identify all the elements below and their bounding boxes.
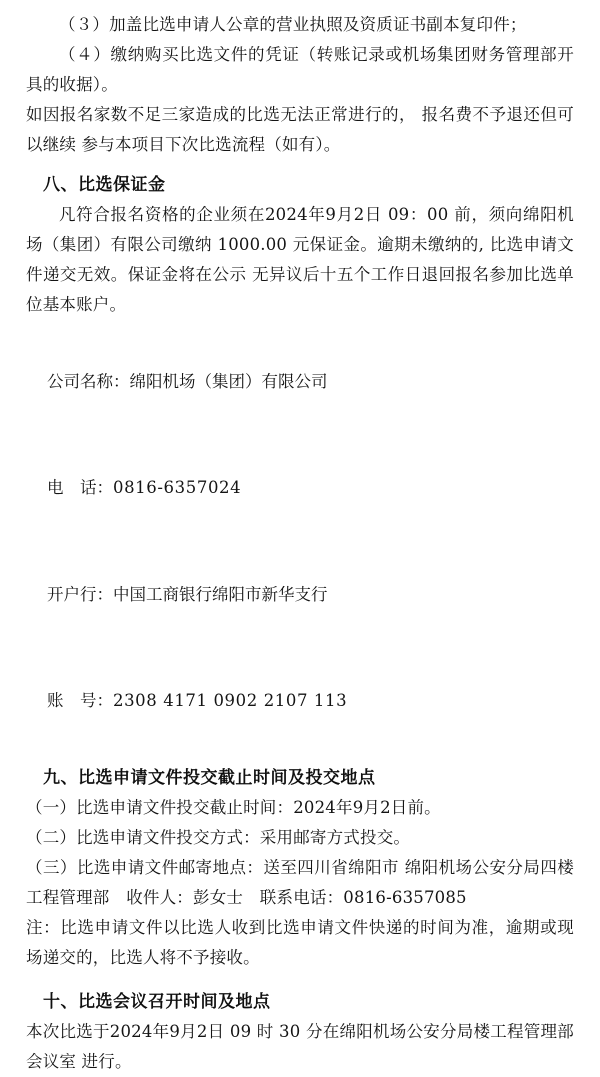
bank-branch-line: [26, 550, 574, 640]
bank-account-line: [26, 656, 574, 746]
bank-phone-value: 0816-6357024: [112, 478, 242, 497]
paragraph-item3: （３）加盖比选申请人公章的营业执照及资质证书副本复印件；: [59, 15, 527, 34]
paragraph-section-9-item2: （二）比选申请文件投交方式：采用邮寄方式投交。: [26, 827, 411, 847]
paragraph-section-9-item1: （一）比选申请文件投交截止时间：2024年9月2日前。: [26, 797, 441, 817]
bank-account-label: 账 号：: [46, 691, 113, 710]
bank-company-label: 公司名称：: [46, 371, 130, 391]
paragraph-refund-note: 如因报名家数不足三家造成的比选无法正常进行的， 报名费不予退还但可以继续 参与本项目下次比选流程（如有）。: [26, 105, 574, 154]
paragraph-section-8-body: 凡符合报名资格的企业须在2024年9月2日 09：00 前，须向绵阳机场（集团）有限公司缴纳 1000.00 元保证金。逾期未缴纳的, 比选申请文件递交无效。保证金将在公示 无异议后十五个工作日退回报名参加比选单位基本账户。: [26, 205, 574, 314]
paragraph-section-9-note: 注：比选申请文件以比选人收到比选申请文件快递的时间为准，逾期或现场递交的，比选人将不予接收。: [26, 917, 574, 967]
spacer: [26, 973, 574, 981]
bank-account-value: 2308 4171 0902 2107 113: [112, 691, 348, 710]
bank-branch-label: 开户行：: [46, 584, 113, 604]
heading-section-9: 九、比选申请文件投交截止时间及投交地点: [43, 767, 376, 788]
heading-section-8: 八、比选保证金: [43, 175, 166, 195]
bank-phone-label: 电 话：: [46, 478, 113, 497]
bank-phone-line: [26, 443, 574, 533]
bank-company-line: [26, 337, 574, 427]
paragraph-item4: （４）缴纳购买比选文件的凭证（转账记录或机场集团财务管理部开具的收据）。: [26, 45, 574, 94]
bank-company-value: 绵阳机场（集团）有限公司: [129, 371, 328, 391]
heading-section-10: 十、比选会议召开时间及地点: [43, 991, 271, 1012]
paragraph-section-10-body: 本次比选于2024年9月2日 09 时 30 分在绵阳机场公安分局楼工程管理部会议室 进行。: [26, 1021, 574, 1071]
spacer: [26, 160, 574, 164]
bank-branch-value: 中国工商银行绵阳市新华支行: [112, 584, 328, 604]
paragraph-section-9-item3: （三）比选申请文件邮寄地点：送至四川省绵阳市 绵阳机场公安分局四楼工程管理部 收件人：彭女士 联系电话：0816-6357085: [26, 857, 574, 907]
